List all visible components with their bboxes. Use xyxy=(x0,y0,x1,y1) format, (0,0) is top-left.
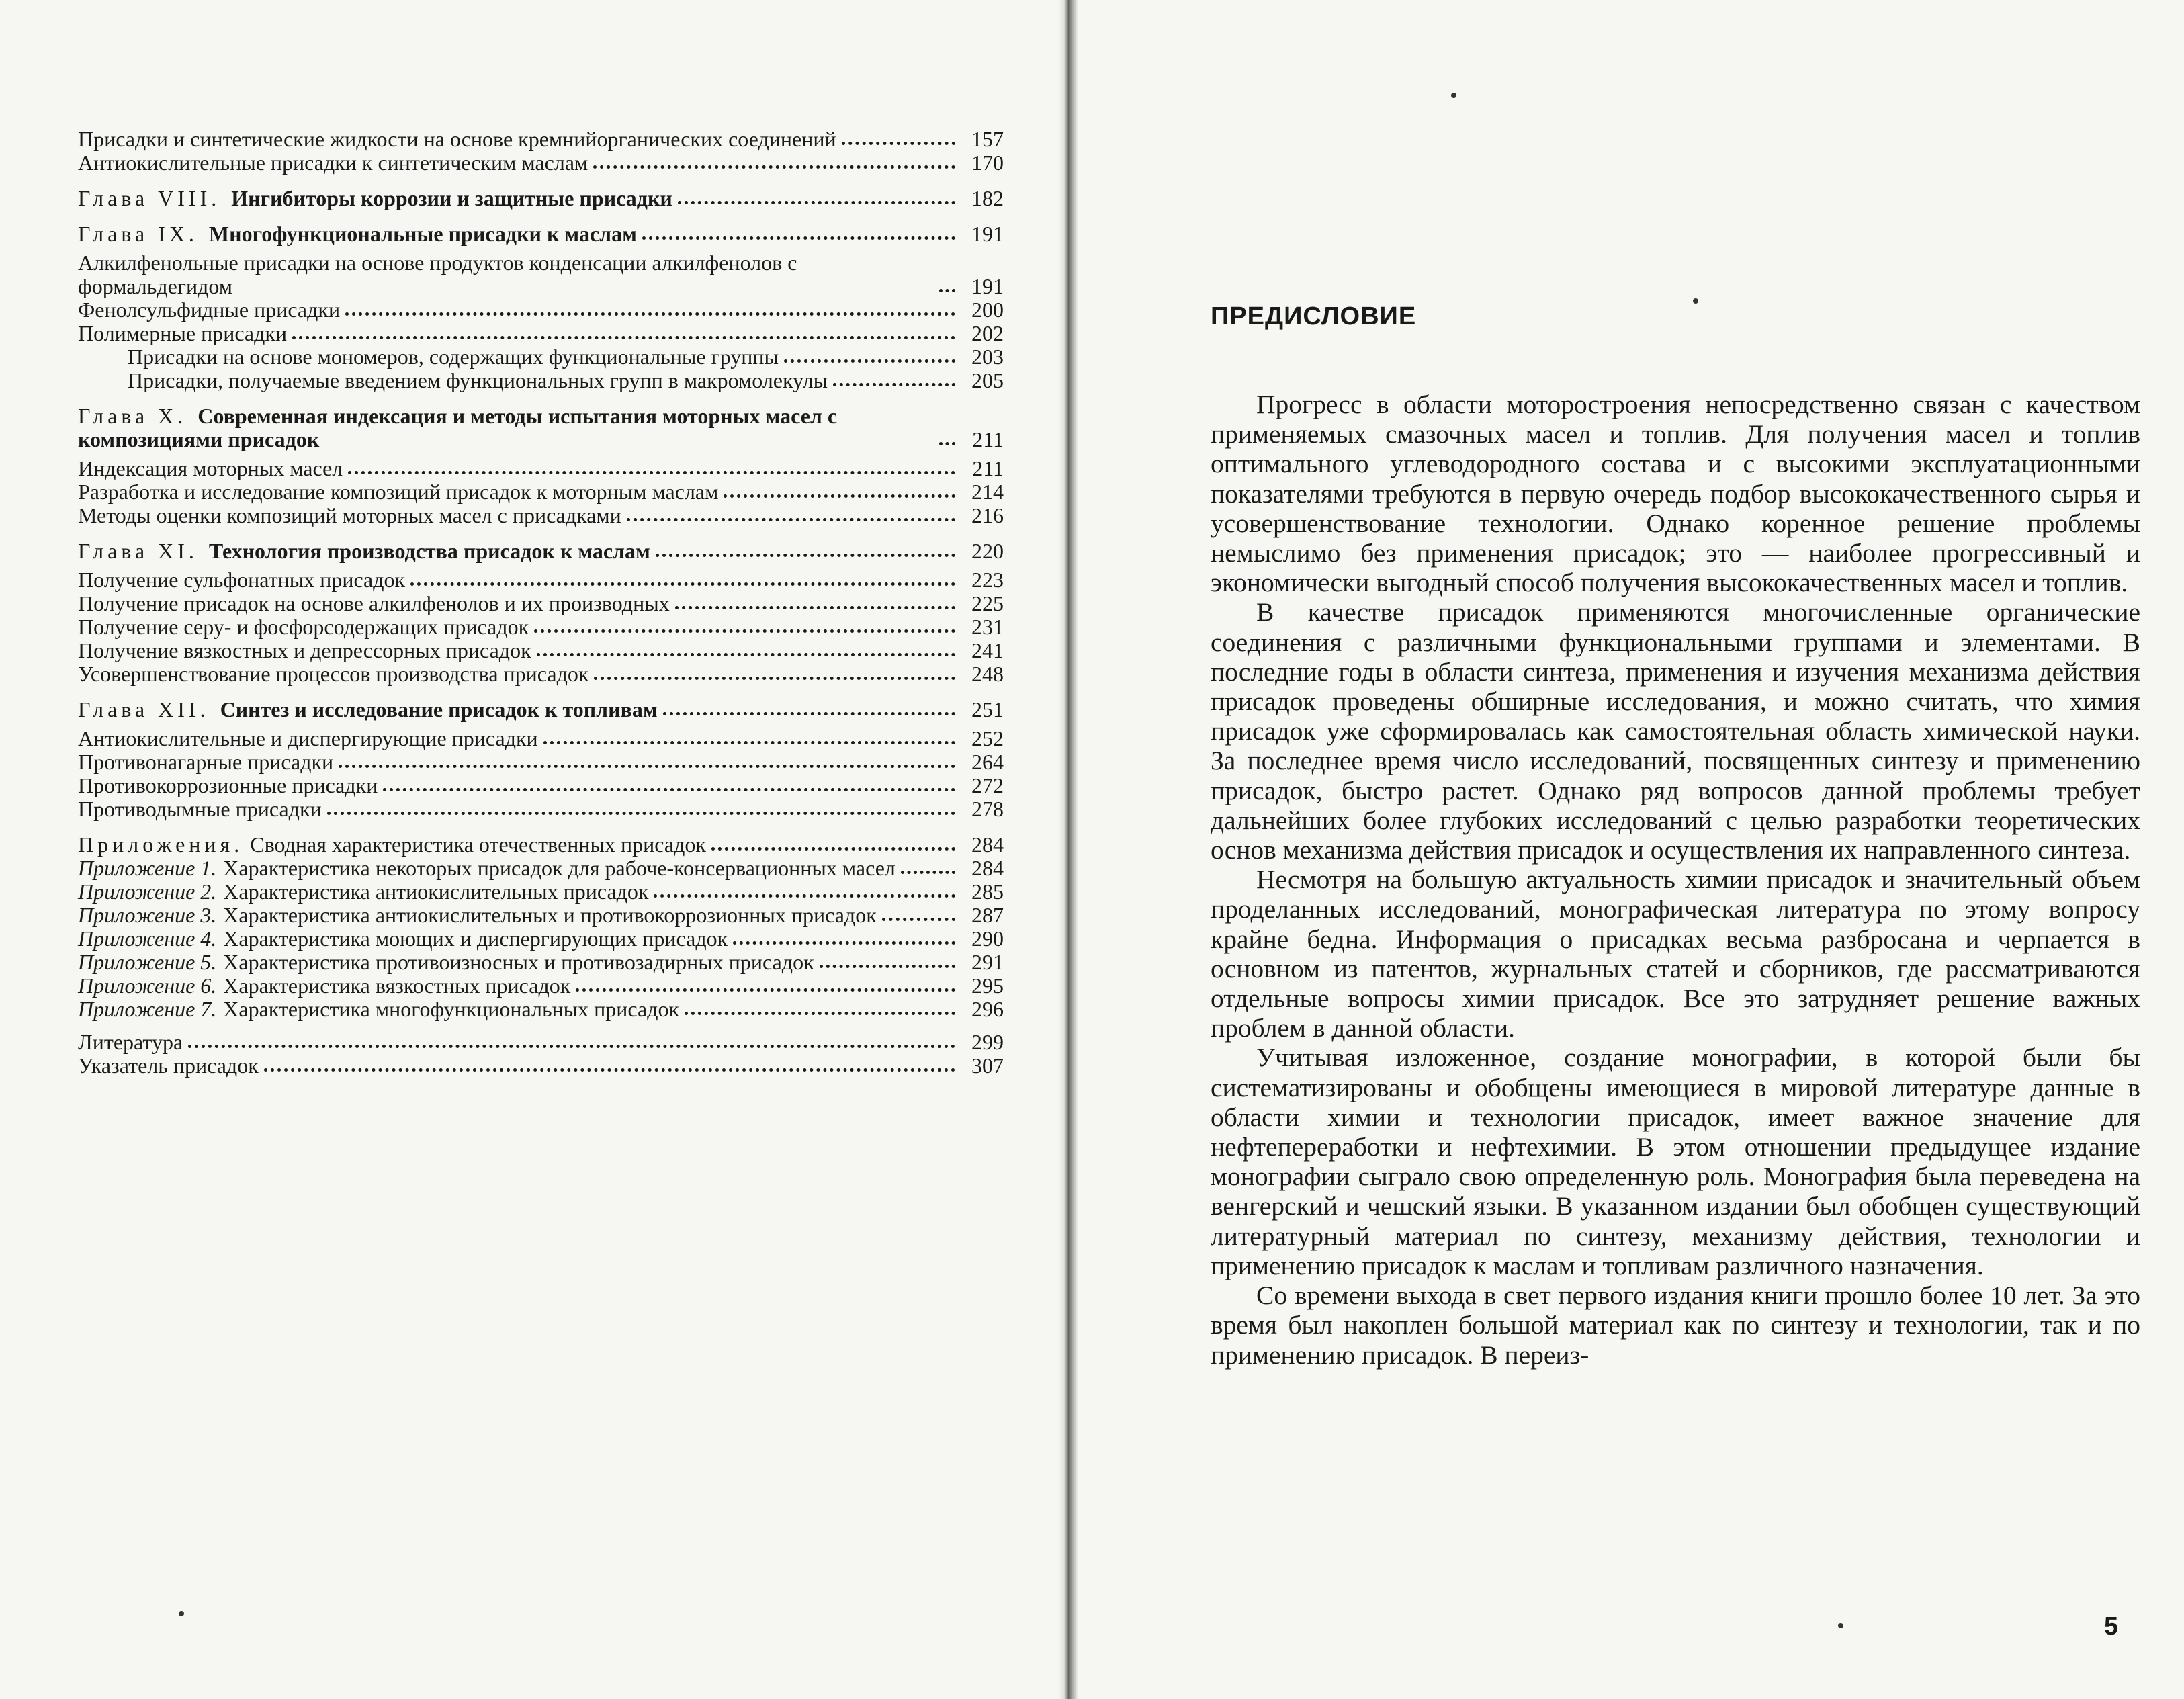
toc-entry: Получение серу- и фосфорсодержащих присадок 231 xyxy=(78,615,1004,639)
toc-page-number: 272 xyxy=(971,773,1004,797)
toc-page-number: 191 xyxy=(971,274,1004,298)
toc-page-number: 251 xyxy=(971,697,1004,722)
toc-appendix: Приложение 1. Характеристика некоторых присадок для рабоче-консервационных масел 284 xyxy=(78,856,1004,880)
toc-page-number: 231 xyxy=(971,615,1004,639)
toc-page-number: 295 xyxy=(971,973,1004,998)
toc-entry: Противодымные присадки 278 xyxy=(78,797,1004,821)
toc-entry: Противонагарные присадки 264 xyxy=(78,750,1004,774)
toc-appendix: Приложение 6. Характеристика вязкостных присадок 295 xyxy=(78,973,1004,998)
toc-page-number: 284 xyxy=(971,832,1004,857)
toc-page-number: 223 xyxy=(971,568,1004,592)
toc-appendix: Приложение 7. Характеристика многофункциональных присадок 296 xyxy=(78,997,1004,1021)
toc-entry: Алкилфенольные присадки на основе продуктов конденсации алкилфенолов с формальдегидом 191 xyxy=(78,251,1004,298)
paragraph: В качестве присадок применяются многочисленные органические соединения с различными функциональными группами и элементами. В последние годы в области синтеза, применения и изучения механизма действия присадок проведены обширные исследования, и можно считать, что химия присадок уже сформировалась как самостоятельная область химической науки. За последнее время число исследований, посвященных синтезу и применению присадок, быстро растет. Однако ряд вопросов данной проблемы требует дальнейших более глубоких исследований с целью разработки теоретических основ механизма действия присадок и осуществления их направленного синтеза. xyxy=(1211,597,2140,865)
toc-entry: Указатель присадок 307 xyxy=(78,1053,1004,1078)
toc-page-number: 220 xyxy=(971,539,1004,563)
toc-entry: Получение вязкостных и депрессорных присадок 241 xyxy=(78,638,1004,662)
toc-entry: Получение присадок на основе алкилфенолов и их производных 225 xyxy=(78,591,1004,615)
toc-page-number: 296 xyxy=(971,997,1004,1021)
toc-page-number: 200 xyxy=(971,298,1004,322)
toc-entry: Антиокислительные присадки к синтетическим маслам 170 xyxy=(78,150,1004,175)
toc-page-number: 248 xyxy=(971,662,1004,686)
toc-chapter: Глава VIII. Ингибиторы коррозии и защитные присадки 182 xyxy=(78,186,1004,210)
table-of-contents xyxy=(78,128,1004,1078)
toc-page-number: 214 xyxy=(971,480,1004,504)
toc-page-number: 157 xyxy=(971,127,1004,151)
print-speck xyxy=(1451,93,1456,98)
toc-page-number: 284 xyxy=(971,856,1004,880)
print-speck xyxy=(179,1611,184,1616)
paragraph: Прогресс в области моторостроения непосредственно связан с качеством применяемых смазочных масел и топлив. Для получения масел и топлив оптимального углеводородного состава и с высокими эксплуатационными показателями требуются в первую очередь подбор высококачественного сырья и усовершенствование технологии. Однако коренное решение проблемы немыслимо без применения присадок; это — наиболее прогрессивный и экономически выгодный способ получения высококачественных масел и топлив. xyxy=(1211,390,2140,598)
foreword-heading: ПРЕДИСЛОВИЕ xyxy=(1211,302,1417,331)
toc-page-number: 252 xyxy=(971,726,1004,750)
toc-page-number: 182 xyxy=(971,186,1004,210)
toc-entry: Противокоррозионные присадки 272 xyxy=(78,773,1004,797)
left-page xyxy=(0,0,1068,1699)
toc-chapter: Глава X. Современная индексация и методы испытания моторных масел с композициями присадок 211 xyxy=(78,404,1004,451)
toc-page-number: 205 xyxy=(971,368,1004,392)
toc-page-number: 287 xyxy=(971,903,1004,927)
toc-page-number: 211 xyxy=(972,427,1004,451)
toc-chapter: Глава XII. Синтез и исследование присадок к топливам 251 xyxy=(78,697,1004,722)
toc-entry: Литература 299 xyxy=(78,1030,1004,1054)
print-speck xyxy=(1838,1623,1843,1628)
toc-page-number: 170 xyxy=(971,150,1004,175)
toc-page-number: 290 xyxy=(971,926,1004,951)
toc-entry: Индексация моторных масел 211 xyxy=(78,456,1004,480)
toc-entry: Методы оценки композиций моторных масел с присадками 216 xyxy=(78,503,1004,527)
toc-entry: Антиокислительные и диспергирующие присадки 252 xyxy=(78,726,1004,750)
toc-entry: Усовершенствование процессов производства присадок 248 xyxy=(78,662,1004,686)
page-number: 5 xyxy=(2104,1612,2119,1641)
toc-appendix: Приложение 5. Характеристика противоизносных и противозадирных присадок 291 xyxy=(78,950,1004,974)
toc-chapter: Глава XI. Технология производства присадок к маслам 220 xyxy=(78,539,1004,563)
toc-entry: Разработка и исследование композиций присадок к моторным маслам 214 xyxy=(78,480,1004,504)
toc-appendix: Приложение 4. Характеристика моющих и диспергирующих присадок 290 xyxy=(78,926,1004,951)
toc-page-number: 291 xyxy=(971,950,1004,974)
toc-chapter: Глава IX. Многофункциональные присадки к маслам 191 xyxy=(78,222,1004,246)
toc-appendix: Приложение 3. Характеристика антиокислительных и противокоррозионных присадок 287 xyxy=(78,903,1004,927)
print-speck xyxy=(1693,298,1698,304)
toc-entry: Получение сульфонатных присадок 223 xyxy=(78,568,1004,592)
paragraph: Учитывая изложенное, создание монографии, в которой были бы систематизированы и обобщены имеющиеся в мировой литературе данные в области химии и технологии присадок, имеет важное значение для нефтепереработки и нефтехимии. В этом отношении предыдущее издание монографии сыграло свою определенную роль. Монография была переведена на венгерский и чешский языки. В указанном издании был обобщен существующий литературный материал по синтезу, механизму действия, технологии и применению присадок к маслам и топливам различного назначения. xyxy=(1211,1043,2140,1280)
toc-page-number: 202 xyxy=(971,321,1004,345)
toc-entry: Полимерные присадки 202 xyxy=(78,321,1004,345)
toc-page-number: 299 xyxy=(971,1030,1004,1054)
paragraph: Несмотря на большую актуальность химии присадок и значительный объем проделанных исследований, монографическая литература по этому вопросу крайне бедна. Информация о присадках весьма разбросана и черпается в основном из патентов, журнальных статей и сборников, где рассматриваются отдельные вопросы химии присадок. Все это затрудняет решение важных проблем в данной области. xyxy=(1211,865,2140,1043)
toc-page-number: 278 xyxy=(971,797,1004,821)
toc-page-number: 264 xyxy=(971,750,1004,774)
toc-page-number: 203 xyxy=(971,345,1004,369)
foreword-body xyxy=(1211,390,2140,1370)
toc-page-number: 191 xyxy=(971,222,1004,246)
toc-page-number: 216 xyxy=(971,503,1004,527)
toc-page-number: 211 xyxy=(972,456,1004,480)
toc-subentry: Присадки, получаемые введением функциональных групп в макромолекулы 205 xyxy=(128,368,1004,392)
paragraph: Со времени выхода в свет первого издания книги прошло более 10 лет. За это время был накоплен большой материал как по синтезу и технологии, так и по применению присадок. В переиз- xyxy=(1211,1280,2140,1370)
toc-subentry: Присадки на основе мономеров, содержащих функциональные группы 203 xyxy=(128,345,1004,369)
toc-entry: Присадки и синтетические жидкости на основе кремнийорганических соединений 157 xyxy=(78,127,1004,151)
toc-page-number: 285 xyxy=(971,879,1004,904)
toc-entry: Фенолсульфидные присадки 200 xyxy=(78,298,1004,322)
toc-page-number: 225 xyxy=(971,591,1004,615)
toc-appendix: Приложение 2. Характеристика антиокислительных присадок 285 xyxy=(78,879,1004,904)
toc-appendices: Приложения. Сводная характеристика отечественных присадок 284 xyxy=(78,832,1004,857)
toc-page-number: 307 xyxy=(971,1053,1004,1078)
toc-page-number: 241 xyxy=(971,638,1004,662)
